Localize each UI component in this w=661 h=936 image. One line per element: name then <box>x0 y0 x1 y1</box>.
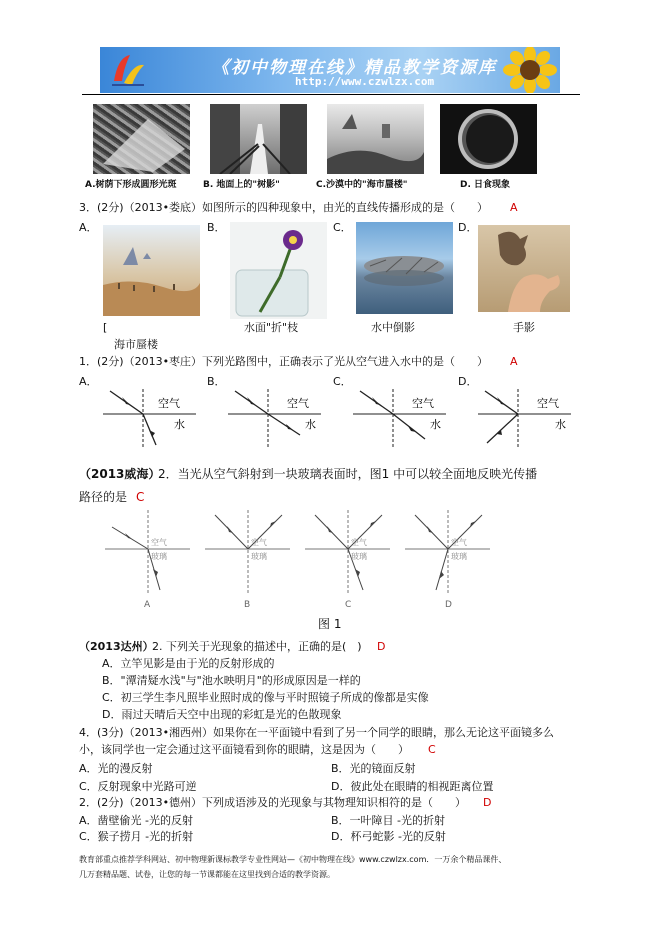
q1-b-water-label: 水 <box>305 418 316 431</box>
q1-a-water-label: 水 <box>174 418 185 431</box>
q3-caption-hand-shadow: 手影 <box>513 321 535 334</box>
desert-mirage-gray-image <box>327 104 424 174</box>
footer-line1: 教育部重点推荐学科网站、初中物理新课标教学专业性网站—《初中物理在线》www.czwlzx.com．一万余个精品课件、 <box>79 855 507 864</box>
bent-flower-stem-photo <box>230 222 327 319</box>
q3-caption-reflection: 水中倒影 <box>371 321 415 334</box>
q4-stem-line2: 小，该同学也一定会通过这平面镜看到你的眼睛，这是因为（ ） <box>79 743 409 756</box>
q1-answer: A <box>510 355 518 368</box>
q4-answer: C <box>428 743 436 756</box>
q2c-option-b: B．一叶障目 -光的折射 <box>331 814 446 827</box>
road-tree-shadow-image <box>210 104 307 174</box>
q4-stem-line1: 4．(3分)（2013•湘西州）如果你在一平面镜中看到了另一个同学的眼睛，那么无论这平面镜多么 <box>79 726 555 739</box>
top-caption-c: C.沙漠中的"海市蜃楼" <box>316 180 408 190</box>
q3-caption-bent-stem: 水面"折"枝 <box>244 321 299 334</box>
q2a-figure <box>100 505 510 615</box>
q3-caption-mirage: 海市蜃楼 <box>114 338 158 351</box>
q1-stem: 1．(2分)（2013•枣庄）下列光路图中，正确表示了光从空气进入水中的是（ ） <box>79 355 489 368</box>
q2a-stem-line1: 2．当光从空气斜射到一块玻璃表面时，图1 中可以较全面地反映光传播 <box>158 467 538 481</box>
q3-option-a: A． <box>79 221 98 234</box>
logo <box>108 51 148 89</box>
q4-option-b: B．光的镜面反射 <box>331 762 416 775</box>
q2a-b-glass: 玻璃 <box>251 552 267 561</box>
birds-nest-reflection-photo <box>356 222 453 314</box>
q2b-answer: D <box>377 640 386 653</box>
q1-b-air-label: 空气 <box>287 397 309 410</box>
q3-option-d: D． <box>458 221 478 234</box>
q2a-d-glass: 玻璃 <box>451 552 467 561</box>
solar-eclipse-image <box>440 104 537 174</box>
q1-d-water-label: 水 <box>555 418 566 431</box>
sunflower-image <box>500 47 560 93</box>
top-caption-d: D. 日食现象 <box>460 180 511 190</box>
banner-title: 《初中物理在线》精品教学资源库 <box>212 58 497 78</box>
q2c-option-c: C．猴子捞月 -光的折射 <box>79 830 194 843</box>
q1-option-b: B． <box>207 375 226 388</box>
q3-option-b: B． <box>207 221 226 234</box>
q4-option-d: D．彼此处在眼睛的相视距离位置 <box>331 780 494 793</box>
q2a-a-glass: 玻璃 <box>151 552 167 561</box>
q2a-d-air: 空气 <box>451 538 467 547</box>
q1-option-a: A． <box>79 375 98 388</box>
header-rule <box>82 94 580 95</box>
q2c-option-a: A．凿壁偷光 -光的反射 <box>79 814 193 827</box>
q2a-a-air: 空气 <box>151 538 167 547</box>
q1-diagram-c <box>350 387 450 449</box>
q2a-stem-line2: 路径的是 <box>79 490 128 504</box>
q2b-source: （2013达州） <box>79 640 154 653</box>
q1-option-c: C． <box>333 375 352 388</box>
q1-diagram-d <box>475 387 575 449</box>
q2a-answer: C <box>136 490 145 504</box>
q3-option-c: C． <box>333 221 352 234</box>
q2a-b-air: 空气 <box>251 538 267 547</box>
q1-option-d: D． <box>458 375 478 388</box>
header-banner <box>100 47 560 93</box>
q2a-source: （2013威海） <box>79 467 161 481</box>
q1-c-air-label: 空气 <box>412 397 434 410</box>
q2a-letter-a: A <box>144 600 151 610</box>
q3-stem: 3．(2分)（2013•娄底）如图所示的四种现象中，由光的直线传播形成的是（ ） <box>79 201 489 214</box>
q2a-c-glass: 玻璃 <box>351 552 367 561</box>
q2a-letter-d: D <box>445 600 452 610</box>
q2b-option-a: A．立竿见影是由于光的反射形成的 <box>102 657 275 670</box>
footer-line2: 几万套精品题、试卷，让您的每一节课都能在这里找到合适的教学资源。 <box>79 870 335 879</box>
q1-c-water-label: 水 <box>430 418 441 431</box>
top-caption-a: A.树荫下形成圆形光斑 <box>85 180 177 190</box>
q2a-figure-caption: 图 1 <box>318 617 342 631</box>
tree-shade-light-spots-image <box>93 104 190 174</box>
q2b-option-c: C．初三学生李凡照毕业照时成的像与平时照镜子所成的像都是实像 <box>102 691 429 704</box>
banner-url[interactable]: http://www.czwlzx.com <box>295 75 435 88</box>
q2a-c-air: 空气 <box>351 538 367 547</box>
q2c-stem: 2．(2分)（2013•德州）下列成语涉及的光现象与其物理知识相符的是（ ） <box>79 796 467 809</box>
q1-d-air-label: 空气 <box>537 397 559 410</box>
q1-diagram-a <box>100 387 200 449</box>
q3-bracket: [ <box>103 321 108 334</box>
q2b-option-b: B．"潭清疑水浅"与"池水映明月"的形成原因是一样的 <box>102 674 361 687</box>
q4-option-a: A．光的漫反射 <box>79 762 153 775</box>
q4-option-c: C．反射现象中光路可逆 <box>79 780 197 793</box>
mirage-photo <box>103 225 200 316</box>
q1-a-air-label: 空气 <box>158 397 180 410</box>
hand-shadow-photo <box>478 225 570 312</box>
top-caption-b: B. 地面上的"树影" <box>203 180 280 190</box>
q3-answer: A <box>510 201 518 214</box>
q1-diagram-b <box>225 387 325 449</box>
q2a-letter-b: B <box>244 600 251 610</box>
q2b-option-d: D．雨过天晴后天空中出现的彩虹是光的色散现象 <box>102 708 342 721</box>
q2c-answer: D <box>483 796 492 809</box>
q2a-letter-c: C <box>345 600 352 610</box>
q2b-stem: 2. 下列关于光现象的描述中，正确的是( ) <box>152 640 362 653</box>
q2c-option-d: D．杯弓蛇影 -光的反射 <box>331 830 446 843</box>
